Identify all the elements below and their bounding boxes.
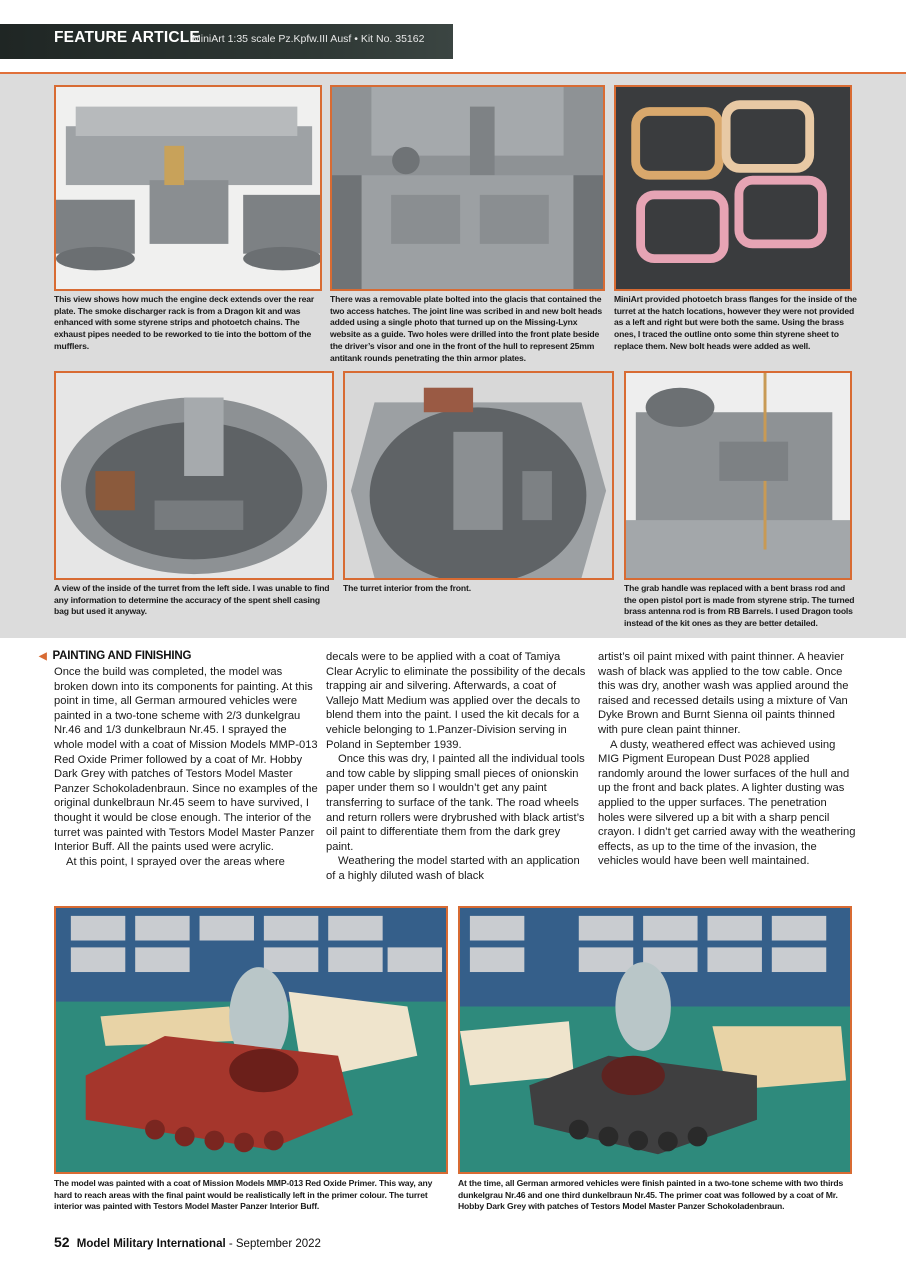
photo-engine-deck: [54, 85, 322, 291]
photo-red-oxide-primer: [54, 906, 448, 1174]
page-footer: [54, 1234, 321, 1250]
page-number: 52: [54, 1234, 70, 1250]
article-column-3: [598, 650, 856, 869]
photo-grab-handle: [624, 371, 852, 580]
article-column-2: [326, 650, 590, 884]
paragraph: At this point, I sprayed over the areas where: [66, 855, 285, 868]
photo-two-tone-scheme: [458, 906, 852, 1174]
photo-caption: A view of the inside of the turret from the left side. I was unable to find any information to determine the accuracy of the spent shell casing bag but used it anyway.: [54, 583, 330, 617]
paragraph: Once this was dry, I painted all the individual tools and tow cable by slipping small pieces of onionskin paper under them so I wouldn’t get any paint transferring to surface of the tank. The road wheels and return rollers were drybrushed with black artist’s oil paint to differentiate them from the dark grey paint.: [326, 753, 585, 853]
header-bar: [0, 24, 453, 59]
kit-line: MiniArt 1:35 scale Pz.Kpfw.III Ausf • Kit No. 35162: [192, 33, 425, 45]
section-heading: [39, 650, 191, 662]
paragraph: A dusty, weathered effect was achieved using MIG Pigment European Dust P028 applied randomly around the lower surfaces of the hull and up the front and back plates. A lighter dusting was applied to the upper surfaces. The penetration holes were silvered up a bit with a sharp pencil crayon. I didn’t get carried away with the weathering effects, as up to the time of the invasion, the vehicles would have been well maintained.: [598, 738, 856, 868]
photo-brass-flanges: [614, 85, 852, 291]
publication-name: Model Military International: [76, 1238, 226, 1250]
paragraph: artist’s oil paint mixed with paint thinner. A heavier wash of black was applied to the tow cable. Once this was dry, another wash was applied around the raised and recessed details using a mixture of Van Dyke Brown and Burnt Sienna oil paints thinned with pure clean paint thinner.: [598, 651, 849, 736]
photo-turret-left: [54, 371, 334, 580]
photo-caption: The turret interior from the front.: [343, 583, 471, 593]
photo-caption: MiniArt provided photoetch brass flanges for the inside of the turret at the hatch locations, however they were not provided as a left and right but were both the same. Using the brass ones, I traced the outline onto some thin styrene sheet to replace them. New bolt heads were added as well.: [614, 294, 857, 351]
photo-caption: At the time, all German armored vehicles were finish painted in a two-tone scheme with two thirds dunkelgrau Nr.46 and one third dunkelbraun Nr.45. The primer coat was followed by a coat of Mr. Hobby Dark Grey with patches of Testors Model Master Panzer Schokoladenbraun.: [458, 1178, 844, 1212]
section-heading-text: PAINTING AND FINISHING: [52, 650, 192, 662]
photo-glacis-plate: [330, 85, 605, 291]
photo-caption: This view shows how much the engine deck extends over the rear plate. The smoke discharger rack is from a Dragon kit and was enhanced with some styrene strips and photoetch chains. The exhaust pipes needed to be reworked to tie into the bottom of the mufflers.: [54, 294, 315, 351]
photo-caption: There was a removable plate bolted into the glacis that contained the two access hatches. The joint line was scribed in and new bolt heads added using a single photo that turned up on the Missing-Lynx website as a guide. Two holes were drilled into the front plate beside the driver’s visor and one in the front of the hull to represent 25mm antitank rounds penetrating the thin armor plates.: [330, 294, 603, 363]
article-column-1: [54, 665, 318, 869]
photo-caption: The model was painted with a coat of Mission Models MMP-013 Red Oxide Primer. This way, any hard to reach areas with the final paint would be realistically left in the primer colour. The turret interior was painted with Testors Model Master Panzer Interior Buff.: [54, 1178, 433, 1212]
issue-date: - September 2022: [225, 1238, 321, 1250]
paragraph: Weathering the model started with an application of a highly diluted wash of black: [326, 855, 580, 882]
photo-turret-front: [343, 371, 614, 580]
feature-article-label: FEATURE ARTICLE: [54, 29, 200, 46]
paragraph: decals were to be applied with a coat of Tamiya Clear Acrylic to eliminate the possibility of the decals trapping air and silvering. Afterwards, a coat of Vallejo Matt Medium was applied over the decals to blend them into the paint. I used the kit decals for a vehicle belonging to 1.Panzer-Division serving in Poland in September 1939.: [326, 651, 586, 751]
paragraph: Once the build was completed, the model was broken down into its components for painting. At this point in time, all German armoured vehicles were painted in a two-tone scheme with 2/3 dunkelgrau Nr.46 and 1/3 dunkelbraun Nr.45. I sprayed the whole model with a coat of Mission Models MMP-013 Red Oxide Primer followed by a coat of Mr. Hobby Dark Grey with patches of Testors Model Master Panzer Schokoladenbraun. Since no examples of the original dunkelbraun Nr.45 seem to have survived, I thought it would be close enough. The interior of the turret was painted with Testors Model Master Panzer Interior Buff. All the paints used were acrylic.: [54, 666, 318, 854]
photo-caption: The grab handle was replaced with a bent brass rod and the open pistol port is made from styrene strip. The turned brass antenna rod is from RB Barrels. I used Dragon tools instead of the kit ones as they are better detailed.: [624, 583, 855, 629]
section-arrow-icon: ◀: [39, 651, 47, 662]
